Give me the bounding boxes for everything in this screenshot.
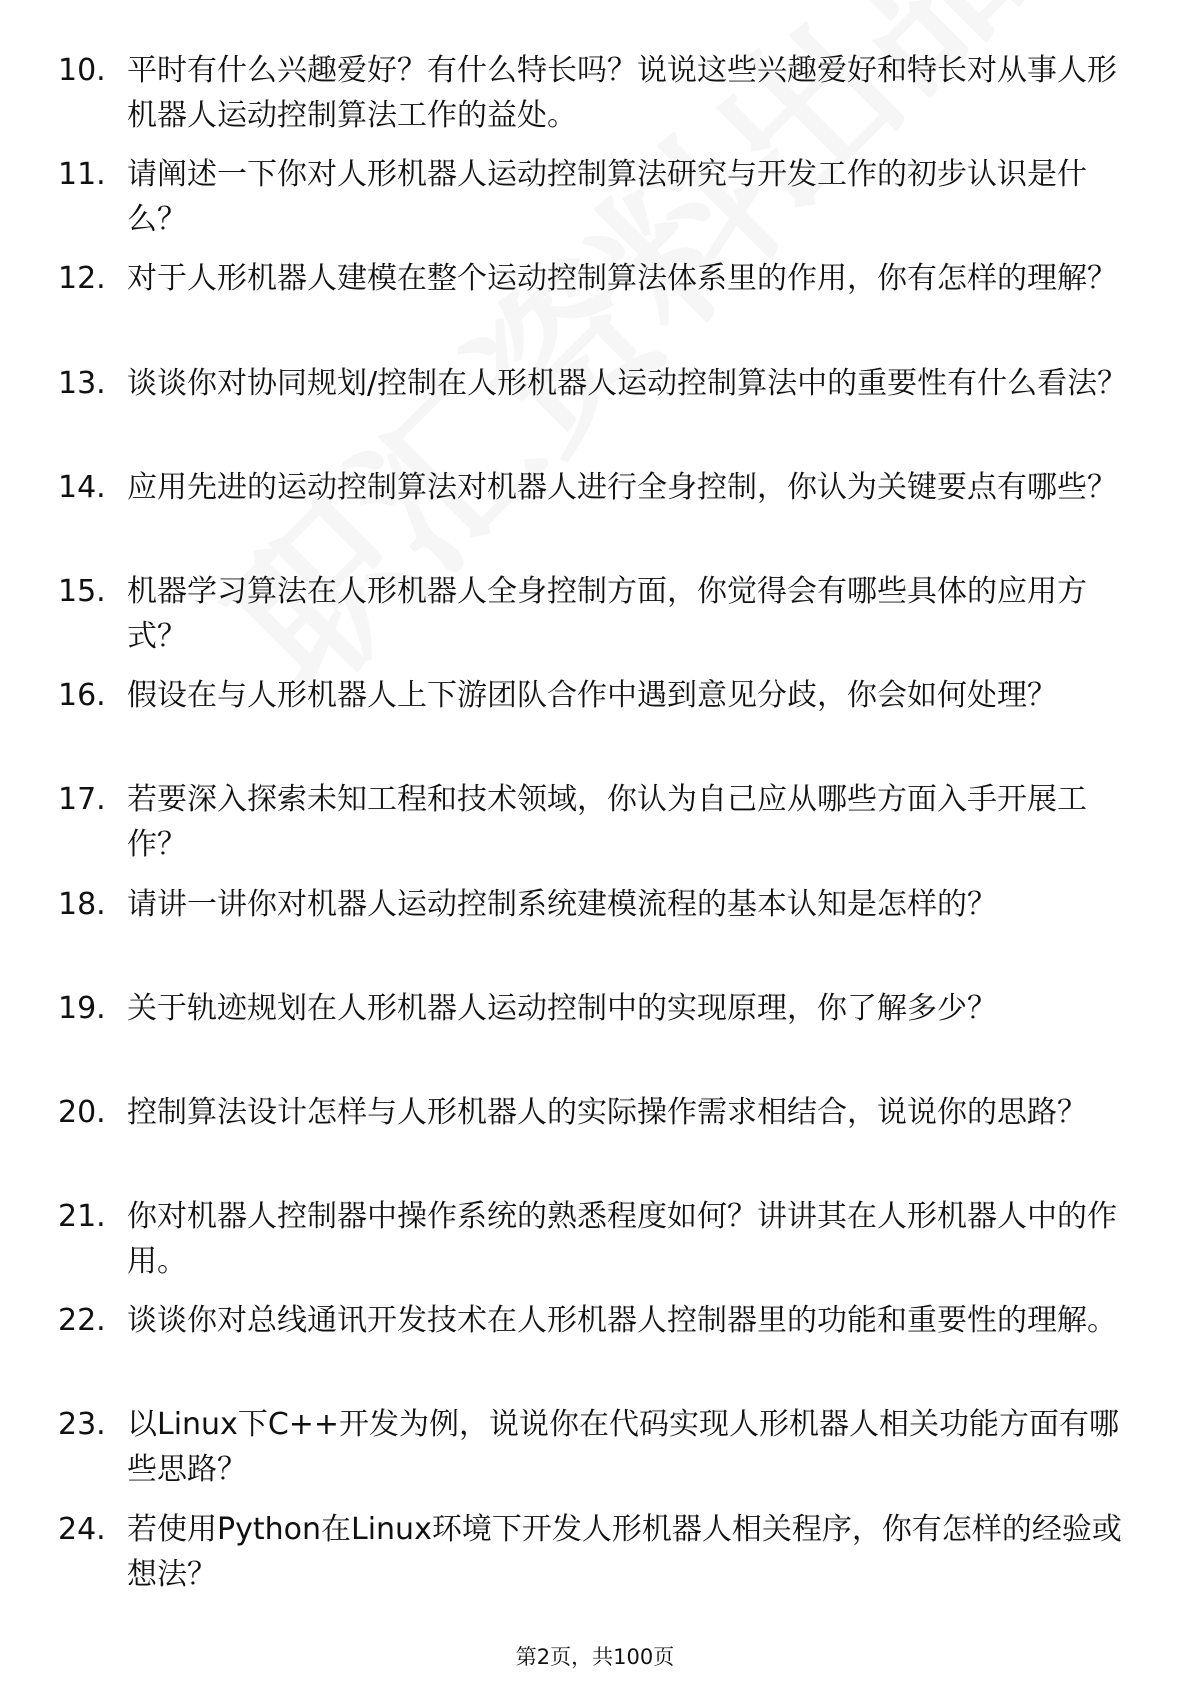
question-text: 请阐述一下你对人形机器人运动控制算法研究与开发工作的初步认识是什么？ — [127, 157, 1087, 238]
question-number: 22. — [58, 1303, 106, 1339]
question-number: 18. — [58, 886, 106, 922]
page-number-footer: 第2页，共100页 — [515, 1645, 675, 1669]
question-item — [0, 1402, 1190, 1506]
question-number: 10. — [58, 53, 106, 88]
question-number: 19. — [58, 990, 106, 1026]
question-number: 12. — [58, 261, 106, 297]
question-text: 谈谈你对协同规划/控制在人形机器人运动控制算法中的重要性有什么看法？ — [127, 365, 1128, 401]
question-list — [0, 48, 1190, 1611]
question-number: 20. — [58, 1094, 106, 1130]
question-text: 机器学习算法在人形机器人全身控制方面，你觉得会有哪些具体的应用方式？ — [127, 573, 1087, 654]
question-item — [0, 256, 1190, 360]
question-text: 关于轨迹规划在人形机器人运动控制中的实现原理，你了解多少？ — [127, 990, 997, 1026]
question-text: 对于人形机器人建模在整个运动控制算法体系里的作用，你有怎样的理解？ — [127, 261, 1117, 297]
question-item — [0, 1194, 1190, 1298]
question-text: 平时有什么兴趣爱好？有什么特长吗？说说这些兴趣爱好和特长对从事人形机器人运动控制算法工作的益处。 — [127, 53, 1117, 133]
question-item — [0, 48, 1190, 152]
question-item — [0, 777, 1190, 881]
question-item — [0, 882, 1190, 986]
question-text: 应用先进的运动控制算法对机器人进行全身控制，你认为关键要点有哪些？ — [127, 469, 1117, 505]
question-number: 14. — [58, 469, 106, 505]
question-item — [0, 569, 1190, 673]
question-item — [0, 986, 1190, 1090]
question-number: 21. — [58, 1199, 106, 1235]
question-number: 11. — [58, 157, 106, 193]
question-item — [0, 361, 1190, 465]
question-text: 请讲一讲你对机器人运动控制系统建模流程的基本认知是怎样的？ — [127, 886, 997, 922]
question-text: 控制算法设计怎样与人形机器人的实际操作需求相结合，说说你的思路？ — [127, 1094, 1087, 1130]
question-number: 15. — [58, 573, 106, 609]
question-item — [0, 1507, 1190, 1611]
question-text: 以Linux下C++开发为例，说说你在代码实现人形机器人相关功能方面有哪些思路？ — [127, 1407, 1120, 1488]
question-item — [0, 1090, 1190, 1194]
question-number: 16. — [58, 678, 106, 714]
question-item — [0, 152, 1190, 256]
question-item — [0, 1298, 1190, 1402]
question-number: 17. — [58, 782, 106, 818]
question-number: 23. — [58, 1407, 106, 1443]
question-item — [0, 673, 1190, 777]
question-text: 若使用Python在Linux环境下开发人形机器人相关程序，你有怎样的经验或想法？ — [127, 1511, 1122, 1592]
question-number: 24. — [58, 1511, 106, 1547]
question-item — [0, 465, 1190, 569]
question-text: 若要深入探索未知工程和技术领域，你认为自己应从哪些方面入手开展工作？ — [127, 782, 1087, 863]
question-text: 你对机器人控制器中操作系统的熟悉程度如何？讲讲其在人形机器人中的作用。 — [127, 1199, 1117, 1280]
question-text: 假设在与人形机器人上下游团队合作中遇到意见分歧，你会如何处理？ — [127, 678, 1057, 714]
question-number: 13. — [58, 365, 106, 401]
question-text: 谈谈你对总线通讯开发技术在人形机器人控制器里的功能和重要性的理解。 — [127, 1303, 1117, 1339]
